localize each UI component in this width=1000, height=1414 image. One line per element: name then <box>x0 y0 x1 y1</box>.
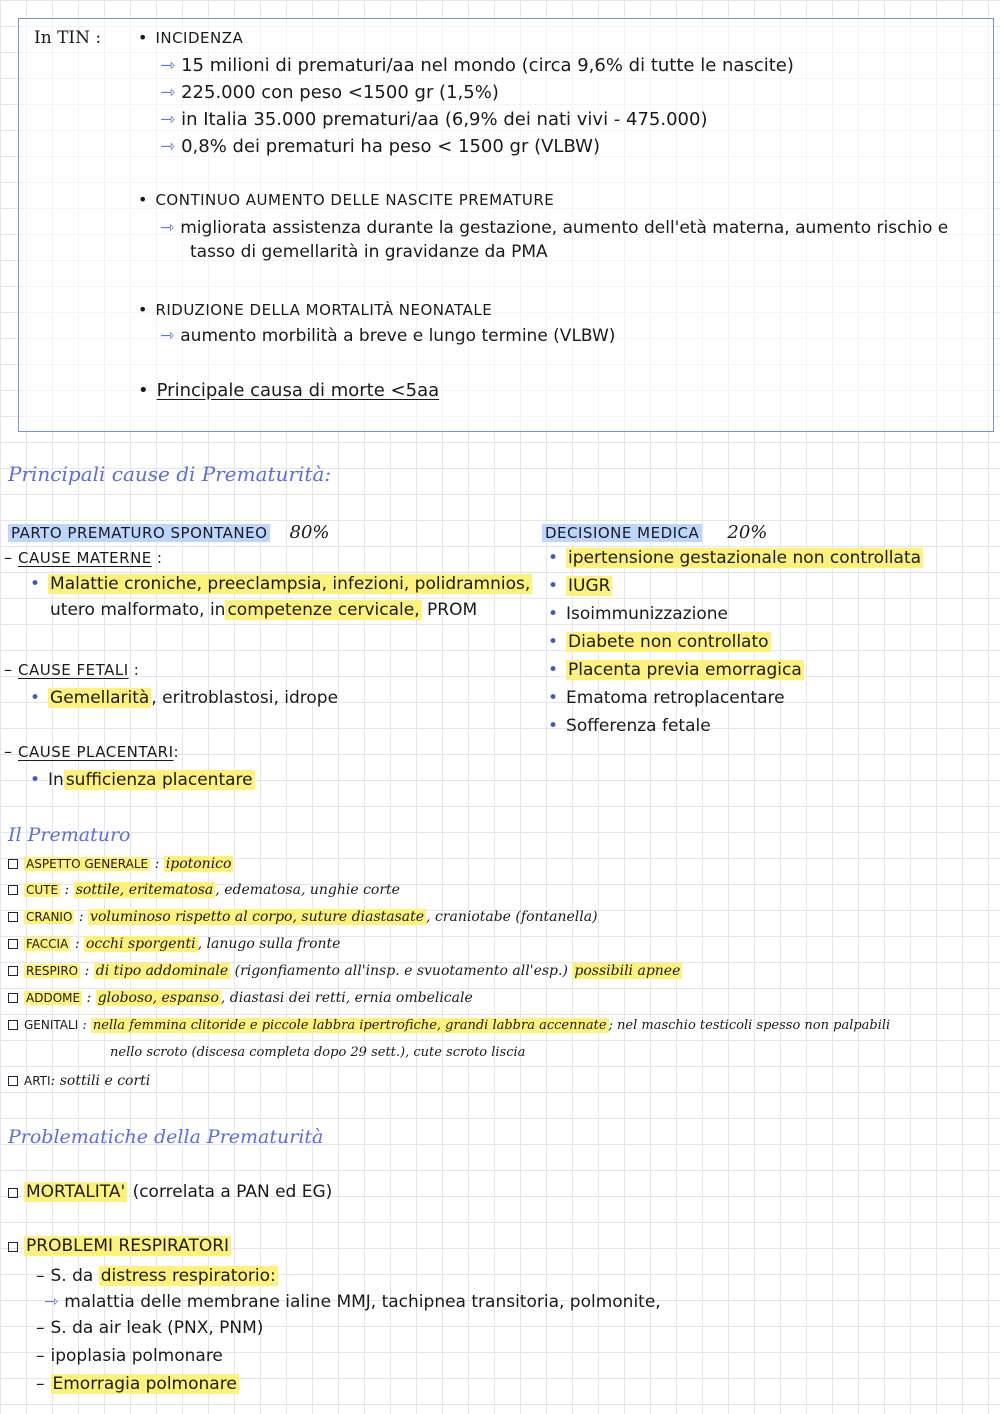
principale-text: Principale causa di morte <5aa <box>156 380 440 401</box>
section-heading-cause: Principali cause di Prematurità: <box>8 462 332 486</box>
list-item: – S. da distress respiratorio: <box>36 1266 276 1286</box>
list-item: • Placenta previa emorragica <box>548 660 802 680</box>
checkbox-icon <box>8 1242 18 1252</box>
checkbox-icon <box>8 993 18 1003</box>
spontaneo-pct: 80% <box>289 522 330 543</box>
bullet: • <box>138 380 149 401</box>
spontaneo-title: PARTO PREMATURO SPONTANEO <box>8 524 270 542</box>
section-heading-prematuro: Il Prematuro <box>8 824 131 846</box>
arrow-icon: ⇾ <box>160 136 176 157</box>
bullet: • <box>30 574 41 594</box>
bullet: • <box>138 300 148 319</box>
checklist-item: FACCIA : occhi sporgenti , lanugo sulla fronte <box>8 936 340 952</box>
spontaneo-title-row <box>8 522 330 543</box>
checkbox-icon <box>8 1188 18 1198</box>
list-item: ⇾ in Italia 35.000 prematuri/aa (6,9% dei nati vivi - 475.000) <box>160 109 708 130</box>
arrow-icon: ⇾ <box>160 326 175 346</box>
materne-row: – CAUSE MATERNE : <box>4 548 163 567</box>
list-item: – S. da air leak (PNX, PNM) <box>36 1318 264 1338</box>
medica-title-row <box>542 522 767 543</box>
list-item: ⇾ 15 milioni di prematuri/aa nel mondo (circa 9,6% di tutte le nascite) <box>160 55 794 76</box>
list-item: – ipoplasia polmonare <box>36 1346 223 1366</box>
placentari-label: CAUSE PLACENTARI <box>18 743 174 761</box>
fetali-row: – CAUSE FETALI : <box>4 660 140 679</box>
list-item: ⇾ aumento morbilità a breve e lungo termine (VLBW) <box>160 326 616 346</box>
bullet: • <box>138 190 148 209</box>
checkbox-icon <box>8 966 18 976</box>
bullet: • <box>30 770 41 790</box>
fetali-label: CAUSE FETALI <box>18 661 129 679</box>
list-item: • In sufficienza placentare <box>30 770 253 790</box>
section-heading-problematiche: Problematiche della Prematurità <box>8 1126 324 1148</box>
checkbox-icon <box>8 1076 18 1086</box>
list-item: – Emorragia polmonare <box>36 1374 237 1394</box>
checklist-item-continuation: nello scroto (discesa completa dopo 29 sett.), cute scroto liscia <box>110 1045 526 1060</box>
riduzione-title: RIDUZIONE DELLA MORTALITÀ NEONATALE <box>155 301 493 319</box>
list-item: • Ematoma retroplacentare <box>548 688 785 708</box>
checklist-item: CUTE : sottile, eritematosa , edematosa, unghie corte <box>8 882 400 898</box>
checklist-item: PROBLEMI RESPIRATORI <box>8 1236 231 1256</box>
checklist-item: CRANIO : voluminoso rispetto al corpo, suture diastasate , craniotabe (fontanella) <box>8 909 598 925</box>
arrow-icon: ⇾ <box>160 109 176 130</box>
list-item-continuation: utero malformato, in competenze cervicale, PROM <box>50 600 478 620</box>
arrow-icon: ⇾ <box>160 82 176 103</box>
medica-title: DECISIONE MEDICA <box>542 524 702 542</box>
checkbox-icon <box>8 912 18 922</box>
list-item: • Isoimmunizzazione <box>548 604 728 624</box>
list-item: ⇾ migliorata assistenza durante la gestazione, aumento dell'età materna, aumento rischio e <box>160 218 949 238</box>
checkbox-icon <box>8 939 18 949</box>
riduzione-title-row <box>138 300 492 319</box>
checklist-item: MORTALITA' (correlata a PAN ed EG) <box>8 1182 332 1202</box>
list-item: ⇾ 225.000 con peso <1500 gr (1,5%) <box>160 82 499 103</box>
arrow-icon: ⇾ <box>160 218 175 238</box>
list-item: • Malattie croniche, preeclampsia, infezioni, polidramnios, <box>30 574 531 594</box>
checklist-item: GENITALI : nella femmina clitoride e piccole labbra ipertrofiche, grandi labbra accennate ; nel maschio testicoli spesso non palpabili <box>8 1018 890 1033</box>
arrow-icon: ⇾ <box>44 1292 59 1312</box>
list-item: • IUGR <box>548 576 611 596</box>
checklist-item: RESPIRO : di tipo addominale (rigonfiamento all'insp. e svuotamento all'esp.) possibili apnee <box>8 963 682 979</box>
list-item: • Diabete non controllato <box>548 632 769 652</box>
incidenza-title: INCIDENZA <box>155 29 244 47</box>
list-item: ⇾ 0,8% dei prematuri ha peso < 1500 gr (VLBW) <box>160 136 600 157</box>
checklist-item: ARTI: sottili e corti <box>8 1073 150 1089</box>
medica-pct: 20% <box>727 522 768 543</box>
checklist-item: ADDOME : globoso, espanso , diastasi dei retti, ernia ombelicale <box>8 990 473 1006</box>
bullet: • <box>138 28 148 47</box>
checkbox-icon <box>8 885 18 895</box>
list-item: ⇾ malattia delle membrane ialine MMJ, tachipnea transitoria, polmonite, <box>44 1292 661 1312</box>
bullet: • <box>30 688 41 708</box>
checkbox-icon <box>8 859 18 869</box>
list-item: • Gemellarità , eritroblastosi, idrope <box>30 688 339 708</box>
checklist-item: ASPETTO GENERALE : ipotonico <box>8 856 233 872</box>
box-label: In TIN : <box>34 28 102 48</box>
list-item: • ipertensione gestazionale non controllata <box>548 548 922 568</box>
arrow-icon: ⇾ <box>160 55 176 76</box>
principale-row <box>138 380 439 401</box>
placentari-row: – CAUSE PLACENTARI: <box>4 742 180 761</box>
aumento-title-row <box>138 190 554 209</box>
incidenza-title-row <box>138 28 243 47</box>
aumento-title: CONTINUO AUMENTO DELLE NASCITE PREMATURE <box>155 191 555 209</box>
checkbox-icon <box>8 1020 18 1030</box>
materne-label: CAUSE MATERNE <box>18 549 152 567</box>
list-item: • Sofferenza fetale <box>548 716 711 736</box>
list-item-continuation: tasso di gemellarità in gravidanze da PMA <box>190 242 548 262</box>
